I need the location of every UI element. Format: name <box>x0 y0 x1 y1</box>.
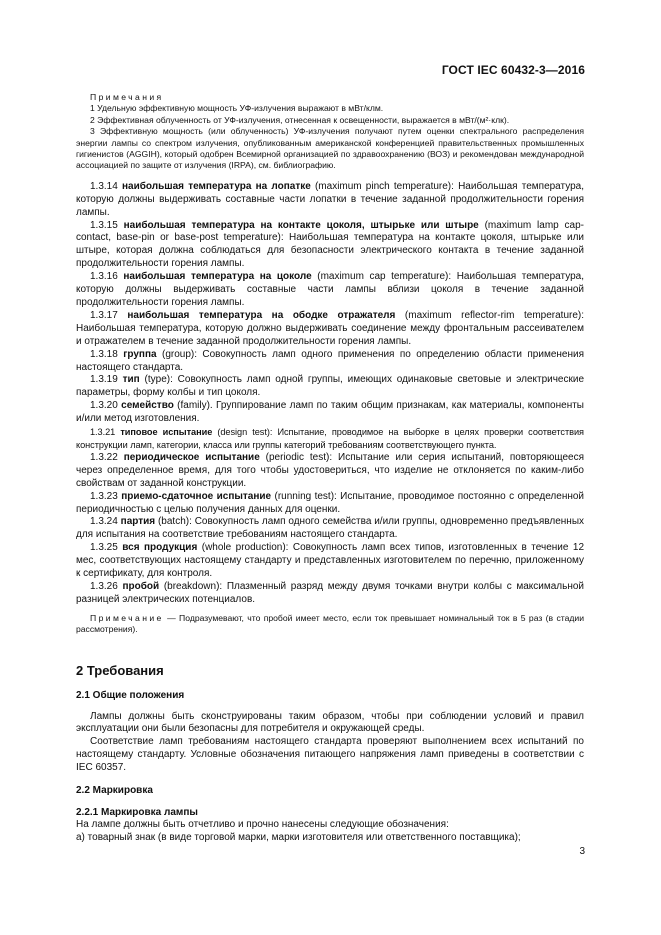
definition-text: (whole production): Совокупность ламп всех типов, изготовленных в течение 12 мес, соответствующих настоящему стандарту и представленных изготовителем по перечню, приложенному к сертификату, для контроля. <box>76 542 585 580</box>
definition-item <box>76 516 584 542</box>
section-2-title: 2 Требования <box>76 662 164 678</box>
definition-text: (group): Совокупность ламп одного применения по определению области применения настоящего стандарта. <box>76 348 584 373</box>
definition-text: (family). Группирование ламп по таким общим признакам, как материалы, компоненты и/или метод изготовления. <box>76 400 584 425</box>
definitions-list <box>76 181 584 607</box>
section-2-2-1-title: 2.2.1 Маркировка лампы <box>76 807 198 819</box>
definition-text: (maximum lamp cap-contact, base-pin or base-post temperature): Наибольшая температура на контакте цоколя, штырьке или штыре, которая должна соблюдаться для безопасности электрического контакта в течение заданной продолжительности горения лампы. <box>76 219 584 270</box>
definition-item <box>76 581 584 607</box>
definition-number: 1.3.22 <box>90 451 118 463</box>
definition-text: (running test): Испытание, проводимое постоянно с определенной периодичностью с целью получения данных для оценки. <box>76 490 585 515</box>
section-2-1-body <box>76 711 584 776</box>
definition-item <box>76 542 584 581</box>
definition-text: (maximum reflector-rim temperature): Наибольшая температура, которую должно выдерживать соединение между фронтальным рассеивателем и отражателем в течение заданной продолжительности горения лампы. <box>76 309 585 347</box>
definition-number: 1.3.15 <box>90 219 118 231</box>
definition-term: типовое испытание <box>120 427 213 438</box>
list-item: а) товарный знак (в виде торговой марки, марки изготовителя или ответственного поставщика); <box>76 832 521 843</box>
definition-text: (type): Совокупность ламп одной группы, имеющих одинаковые световые и электрические параметры, форму колбы и тип цоколя. <box>76 374 585 399</box>
definition-number: 1.3.16 <box>90 271 118 283</box>
definition-term: вся продукция <box>122 542 198 554</box>
section-2-2-1-body <box>76 819 584 845</box>
definition-term: периодическое испытание <box>123 451 260 463</box>
definition-item <box>76 271 584 310</box>
breakdown-note-label: Примечание <box>90 612 164 623</box>
definition-number: 1.3.20 <box>90 400 118 412</box>
definition-item <box>76 426 584 452</box>
definition-term: семейство <box>121 400 174 412</box>
definition-number: 1.3.18 <box>90 348 118 360</box>
definition-number: 1.3.26 <box>90 580 118 592</box>
definition-item <box>76 491 584 517</box>
section-2-1-title: 2.1 Общие положения <box>76 689 185 701</box>
definition-term: наибольшая температура на цоколе <box>123 271 312 283</box>
definition-item <box>76 220 584 272</box>
breakdown-note-text: — Подразумевают, что пробой имеет место, если ток превышает номинальный ток в 5 раз (в стадии рассмотрения). <box>76 612 584 635</box>
definition-term: наибольшая температура на лопатке <box>122 180 311 192</box>
definition-number: 1.3.23 <box>90 490 118 502</box>
paragraph: Соответствие ламп требованиям настоящего стандарта проверяют выполнением всех испытаний по настоящему стандарту. Условные обозначения питающего напряжения ламп приведены в соответствии с IEC 60357. <box>76 736 584 774</box>
definition-text: (periodic test): Испытание или серия испытаний, повторяющееся через определенное время, для того чтобы удостовериться, что изделие не отклоняется по каким-либо свойствам от заданной конструкции. <box>76 451 584 489</box>
definition-term: приемо-сдаточное испытание <box>121 490 272 502</box>
breakdown-note <box>76 613 584 636</box>
definition-item <box>76 452 584 491</box>
definition-term: наибольшая температура на контакте цоколя, штырьке или штыре <box>123 219 479 231</box>
notes-block <box>76 92 584 172</box>
section-2-2-title: 2.2 Маркировка <box>76 785 153 797</box>
standard-header: ГОСТ IEC 60432-3—2016 <box>441 63 585 77</box>
definition-number: 1.3.24 <box>90 516 118 528</box>
note-item: 1 Удельную эффективную мощность УФ-излучения выражают в мВт/клм. <box>90 103 384 114</box>
definition-item <box>76 374 584 400</box>
definition-number: 1.3.19 <box>90 374 118 386</box>
page-content <box>76 92 584 845</box>
definition-text: (breakdown): Плазменный разряд между двумя точками внутри колбы с максимальной разницей электрических потенциалов. <box>76 580 585 605</box>
definition-text: (design test): Испытание, проводимое на выборке в целях проверки соответствия конструкции ламп, категории, класса или группы категорий требованиям соответствующего пункта. <box>76 427 584 450</box>
definition-item <box>76 349 584 375</box>
definition-term: наибольшая температура на ободке отражателя <box>127 309 396 321</box>
definition-term: группа <box>123 348 157 360</box>
definition-term: пробой <box>122 580 160 592</box>
definition-term: партия <box>120 516 156 528</box>
definition-number: 1.3.17 <box>90 309 118 321</box>
paragraph: Лампы должны быть сконструированы таким образом, чтобы при соблюдении условий и правил эксплуатации они были безопасны для потребителя и окружающей среды. <box>76 710 584 735</box>
notes-heading: Примечания <box>90 92 164 102</box>
definition-text: (maximum cap temperature): Наибольшая температура, которую должны выдерживать составные части лампы вблизи цоколя в течение заданной продолжительности горения лампы. <box>76 271 585 308</box>
definition-item <box>76 400 584 426</box>
definition-item <box>76 181 584 220</box>
definition-number: 1.3.14 <box>90 180 118 192</box>
definition-text: (batch): Совокупность ламп одного семейства и/или группы, одновременно предъявленных для испытания на соответствие требованиям настоящего стандарта. <box>76 516 585 541</box>
page-number: 3 <box>579 846 585 857</box>
note-item: 3 Эффективную мощность (или облученность) УФ-излучения получают путем оценки спектрального распределения энергии лампы со спектром излучения, опубликованным американской конференцией правительственных промышленных гигиенистов (AGGIH), который одобрен Всемирной организацией по здравоохранению (ВОЗ) и рекомендован международной ассоциацией по защите от излучения (IRPA), см. библиографию. <box>76 126 584 171</box>
definition-number: 1.3.25 <box>90 542 118 554</box>
definition-text: (maximum pinch temperature): Наибольшая температура, которую должны выдерживать составные части лопатки в течение заданной продолжительности горения лампы. <box>76 180 585 218</box>
note-item: 2 Эффективная облученность от УФ-излучения, отнесенная к освещенности, выражается в мВт/(м²·клк). <box>90 114 510 125</box>
definition-term: тип <box>122 374 140 386</box>
paragraph: На лампе должны быть отчетливо и прочно нанесены следующие обозначения: <box>76 819 449 831</box>
definition-item <box>76 310 584 349</box>
definition-number: 1.3.21 <box>90 427 116 438</box>
